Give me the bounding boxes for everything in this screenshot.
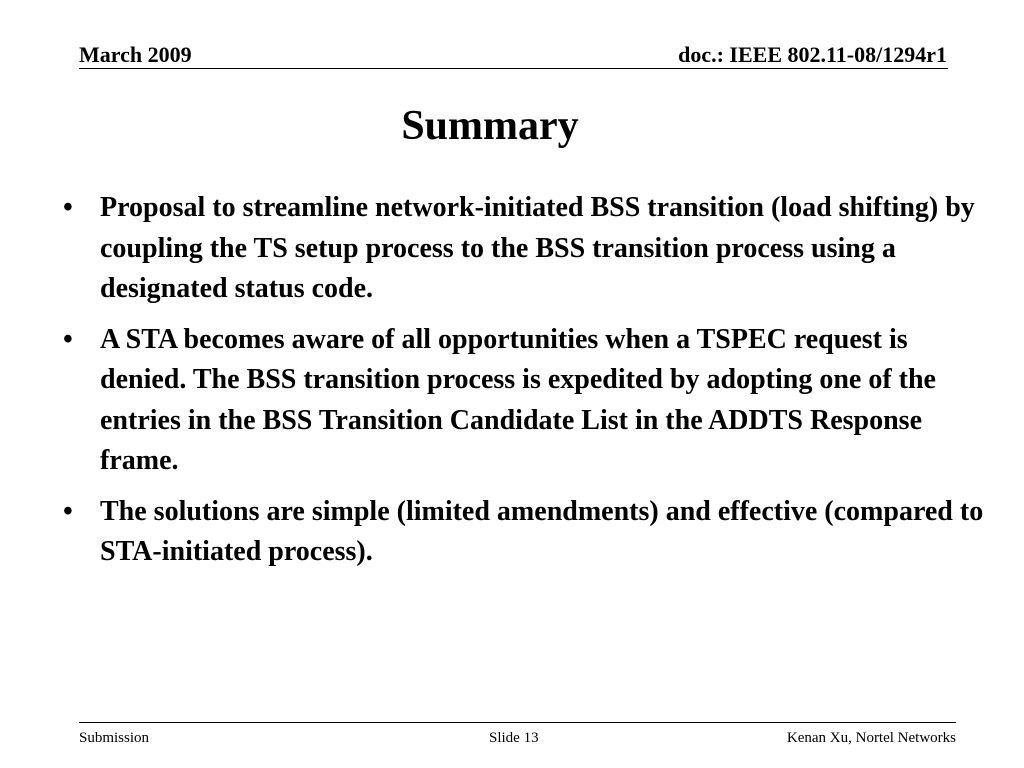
footer-submission: Submission <box>79 730 150 746</box>
bullet-text: A STA becomes aware of all opportunities when a TSPEC request is denied. The BSS transition process is expedited by adopting one of the entries in the BSS Transition Candidate List in the ADDTS Response frame. <box>100 323 936 476</box>
slide-title: Summary <box>401 103 579 149</box>
bullet-item-3 <box>63 492 993 573</box>
bullet-list <box>63 188 993 583</box>
bullet-dot-icon: • <box>63 192 73 223</box>
footer-author: Kenan Xu, Nortel Networks <box>786 730 956 746</box>
bullet-text: Proposal to streamline network-initiated BSS transition (load shifting) by coupling the TS setup process to the BSS transition process using a designated status code. <box>100 192 975 304</box>
footer-divider <box>79 722 956 723</box>
header-divider <box>79 68 948 69</box>
bullet-dot-icon: • <box>63 495 73 527</box>
bullet-item-2 <box>63 320 993 482</box>
header-doc-id: doc.: IEEE 802.11-08/1294r1 <box>678 42 947 67</box>
header-date: March 2009 <box>79 42 192 67</box>
bullet-dot-icon: • <box>63 323 73 355</box>
bullet-text: The solutions are simple (limited amendments) and effective (compared to STA-initiated process). <box>100 495 984 567</box>
footer-slide-number: Slide 13 <box>489 730 539 746</box>
bullet-item-1 <box>63 188 993 310</box>
